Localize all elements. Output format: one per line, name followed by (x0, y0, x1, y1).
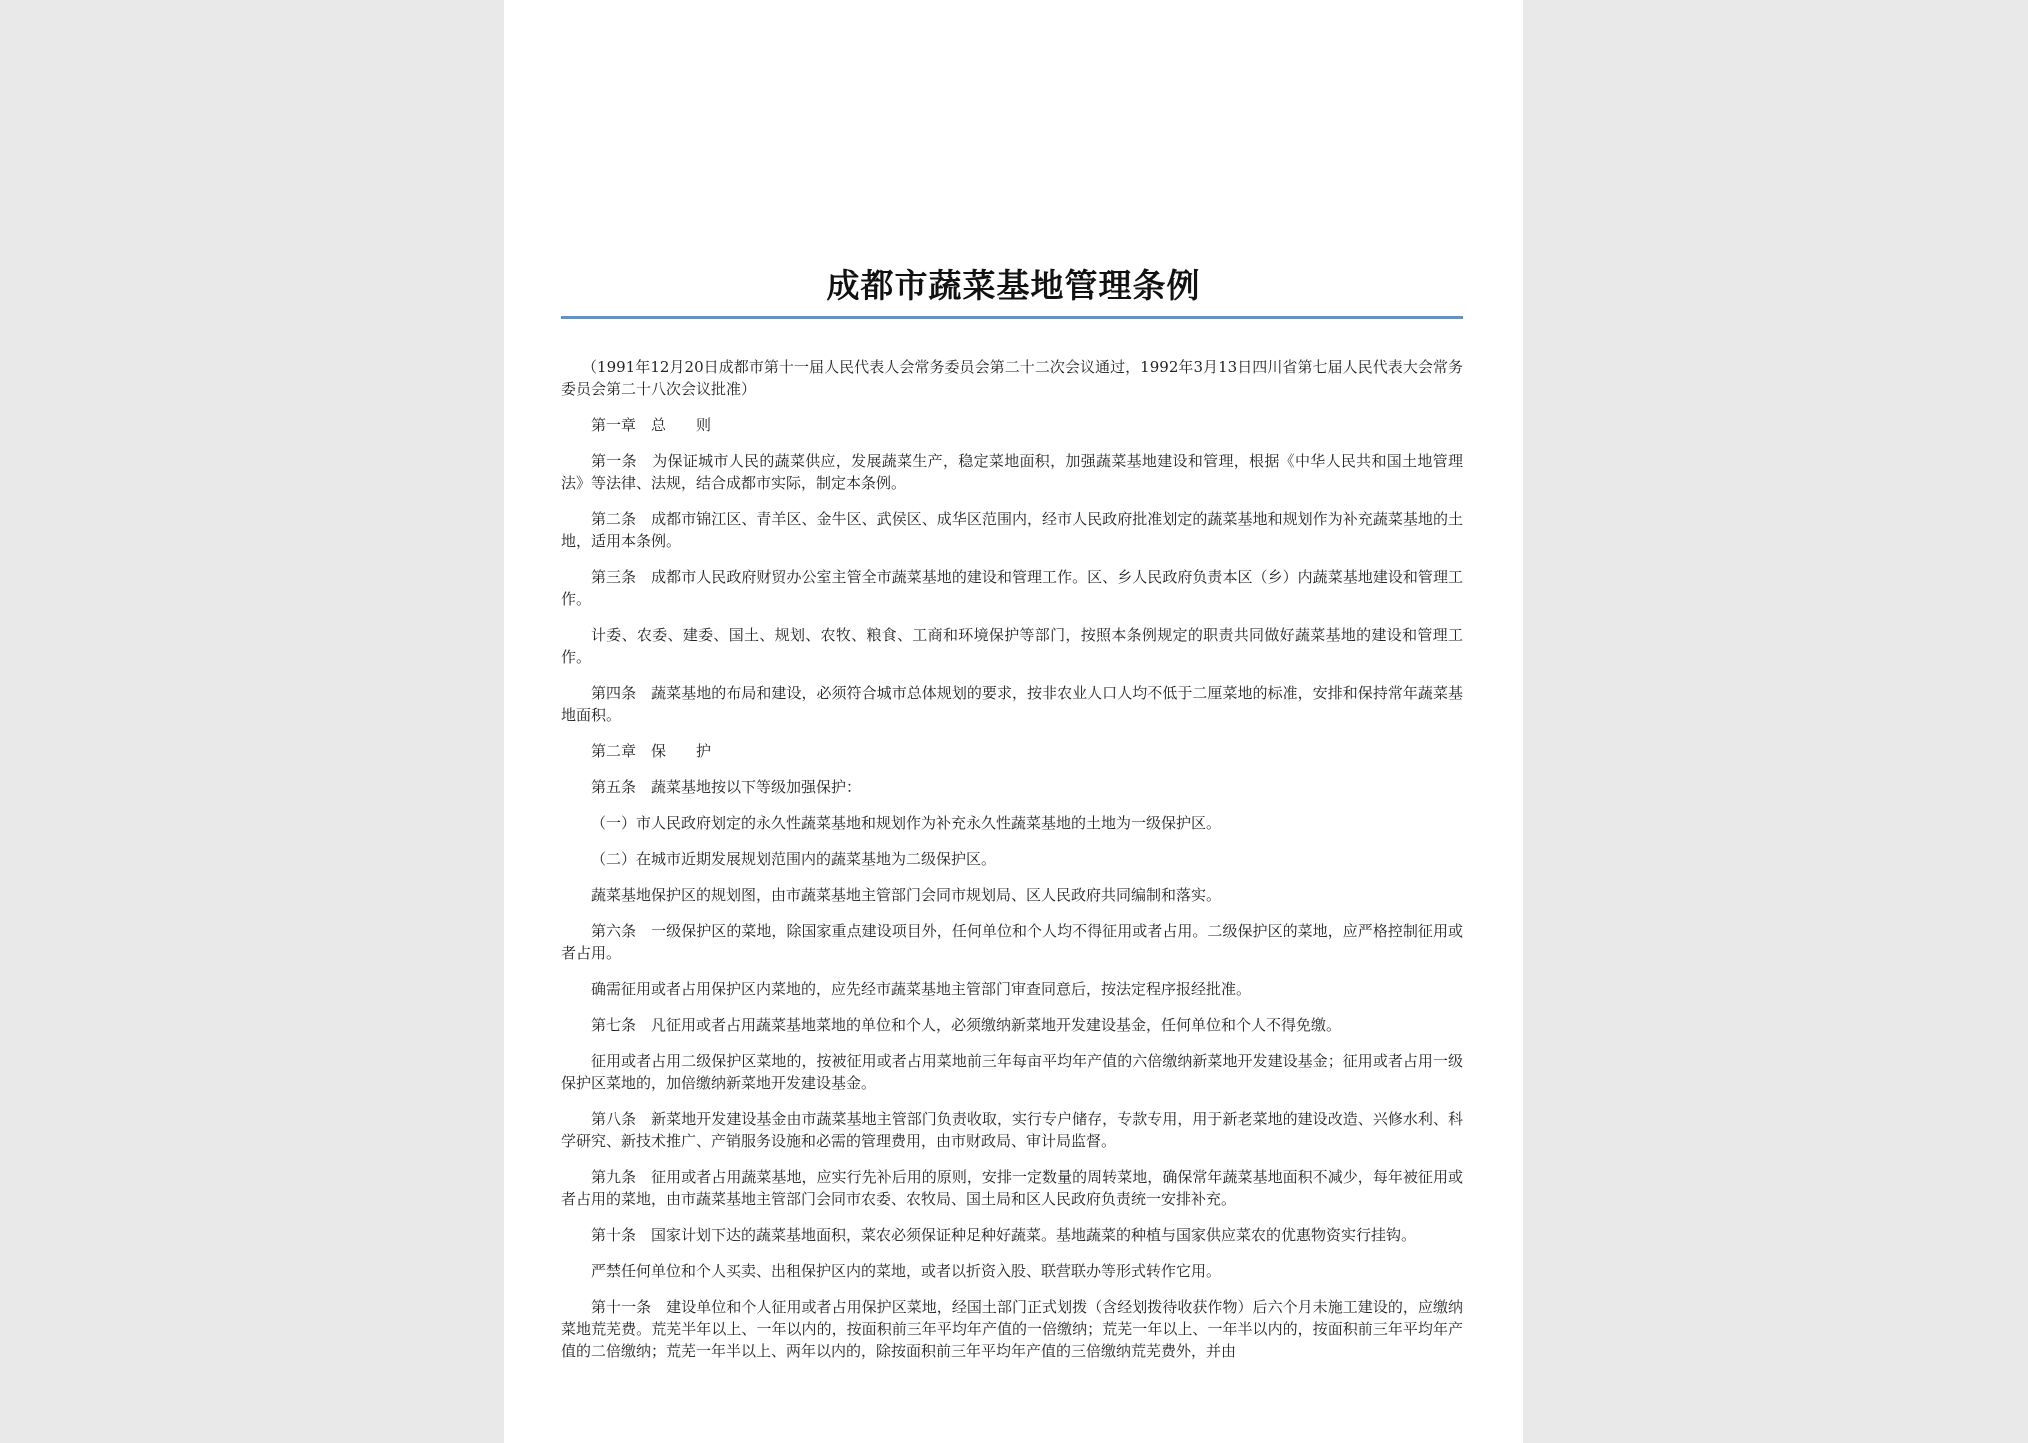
article-paragraph: 第一条 为保证城市人民的蔬菜供应，发展蔬菜生产，稳定菜地面积，加强蔬菜基地建设和管理，根据《中华人民共和国土地管理法》等法律、法规，结合成都市实际，制定本条例。 (561, 452, 1463, 492)
document-title: 成都市蔬菜基地管理条例 (826, 266, 1201, 305)
article-paragraph: 计委、农委、建委、国土、规划、农牧、粮食、工商和环境保护等部门，按照本条例规定的职责共同做好蔬菜基地的建设和管理工作。 (561, 626, 1463, 666)
article-paragraph: 第十条 国家计划下达的蔬菜基地面积，菜农必须保证种足种好蔬菜。基地蔬菜的种植与国家供应菜农的优惠物资实行挂钩。 (591, 1226, 1417, 1244)
document-body (561, 356, 1463, 1376)
adoption-note: （1991年12月20日成都市第十一届人民代表人会常务委员会第二十二次会议通过，1992年3月13日四川省第七届人民代表大会常务委员会第二十八次会议批准） (561, 358, 1463, 398)
article-paragraph: （二）在城市近期发展规划范围内的蔬菜基地为二级保护区。 (591, 850, 997, 868)
article-paragraph: 第二条 成都市锦江区、青羊区、金牛区、武侯区、成华区范围内，经市人民政府批准划定的蔬菜基地和规划作为补充蔬菜基地的土地，适用本条例。 (561, 510, 1463, 550)
article-paragraph: 第七条 凡征用或者占用蔬菜基地菜地的单位和个人，必须缴纳新菜地开发建设基金，任何单位和个人不得免缴。 (591, 1016, 1342, 1034)
article-paragraph: 第八条 新菜地开发建设基金由市蔬菜基地主管部门负责收取，实行专户储存，专款专用，用于新老菜地的建设改造、兴修水利、科学研究、新技术推广、产销服务设施和必需的管理费用，由市财政局、审计局监督。 (561, 1110, 1463, 1150)
article-paragraph: 第五条 蔬菜基地按以下等级加强保护： (591, 778, 862, 796)
article-paragraph: 征用或者占用二级保护区菜地的，按被征用或者占用菜地前三年每亩平均年产值的六倍缴纳新菜地开发建设基金；征用或者占用一级保护区菜地的，加倍缴纳新菜地开发建设基金。 (561, 1052, 1463, 1092)
article-paragraph: 严禁任何单位和个人买卖、出租保护区内的菜地，或者以折资入股、联营联办等形式转作它用。 (591, 1262, 1222, 1280)
article-paragraph: 第四条 蔬菜基地的布局和建设，必须符合城市总体规划的要求，按非农业人口人均不低于二厘菜地的标准，安排和保持常年蔬菜基地面积。 (561, 684, 1463, 724)
article-paragraph: 第六条 一级保护区的菜地，除国家重点建设项目外，任何单位和个人均不得征用或者占用。二级保护区的菜地，应严格控制征用或者占用。 (561, 922, 1463, 962)
article-paragraph: （一）市人民政府划定的永久性蔬菜基地和规划作为补充永久性蔬菜基地的土地为一级保护区。 (591, 814, 1222, 832)
document-page (504, 0, 1523, 1443)
article-paragraph: 蔬菜基地保护区的规划图，由市蔬菜基地主管部门会同市规划局、区人民政府共同编制和落实。 (591, 886, 1222, 904)
chapter-heading: 第一章 总 则 (591, 416, 712, 434)
title-divider (561, 316, 1463, 319)
article-paragraph: 第十一条 建设单位和个人征用或者占用保护区菜地，经国土部门正式划拨（含经划拨待收获作物）后六个月未施工建设的，应缴纳菜地荒芜费。荒芜半年以上、一年以内的，按面积前三年平均年产值的一倍缴纳；荒芜一年以上、一年半以内的，按面积前三年平均年产值的二倍缴纳；荒芜一年半以上、两年以内的，除按面积前三年平均年产值的三倍缴纳荒芜费外，并由 (561, 1298, 1463, 1360)
article-paragraph: 确需征用或者占用保护区内菜地的，应先经市蔬菜基地主管部门审查同意后，按法定程序报经批准。 (591, 980, 1252, 998)
article-paragraph: 第九条 征用或者占用蔬菜基地，应实行先补后用的原则，安排一定数量的周转菜地，确保常年蔬菜基地面积不减少，每年被征用或者占用的菜地，由市蔬菜基地主管部门会同市农委、农牧局、国土局和区人民政府负责统一安排补充。 (561, 1168, 1463, 1208)
chapter-heading: 第二章 保 护 (591, 742, 712, 760)
article-paragraph: 第三条 成都市人民政府财贸办公室主管全市蔬菜基地的建设和管理工作。区、乡人民政府负责本区（乡）内蔬菜基地建设和管理工作。 (561, 568, 1463, 608)
